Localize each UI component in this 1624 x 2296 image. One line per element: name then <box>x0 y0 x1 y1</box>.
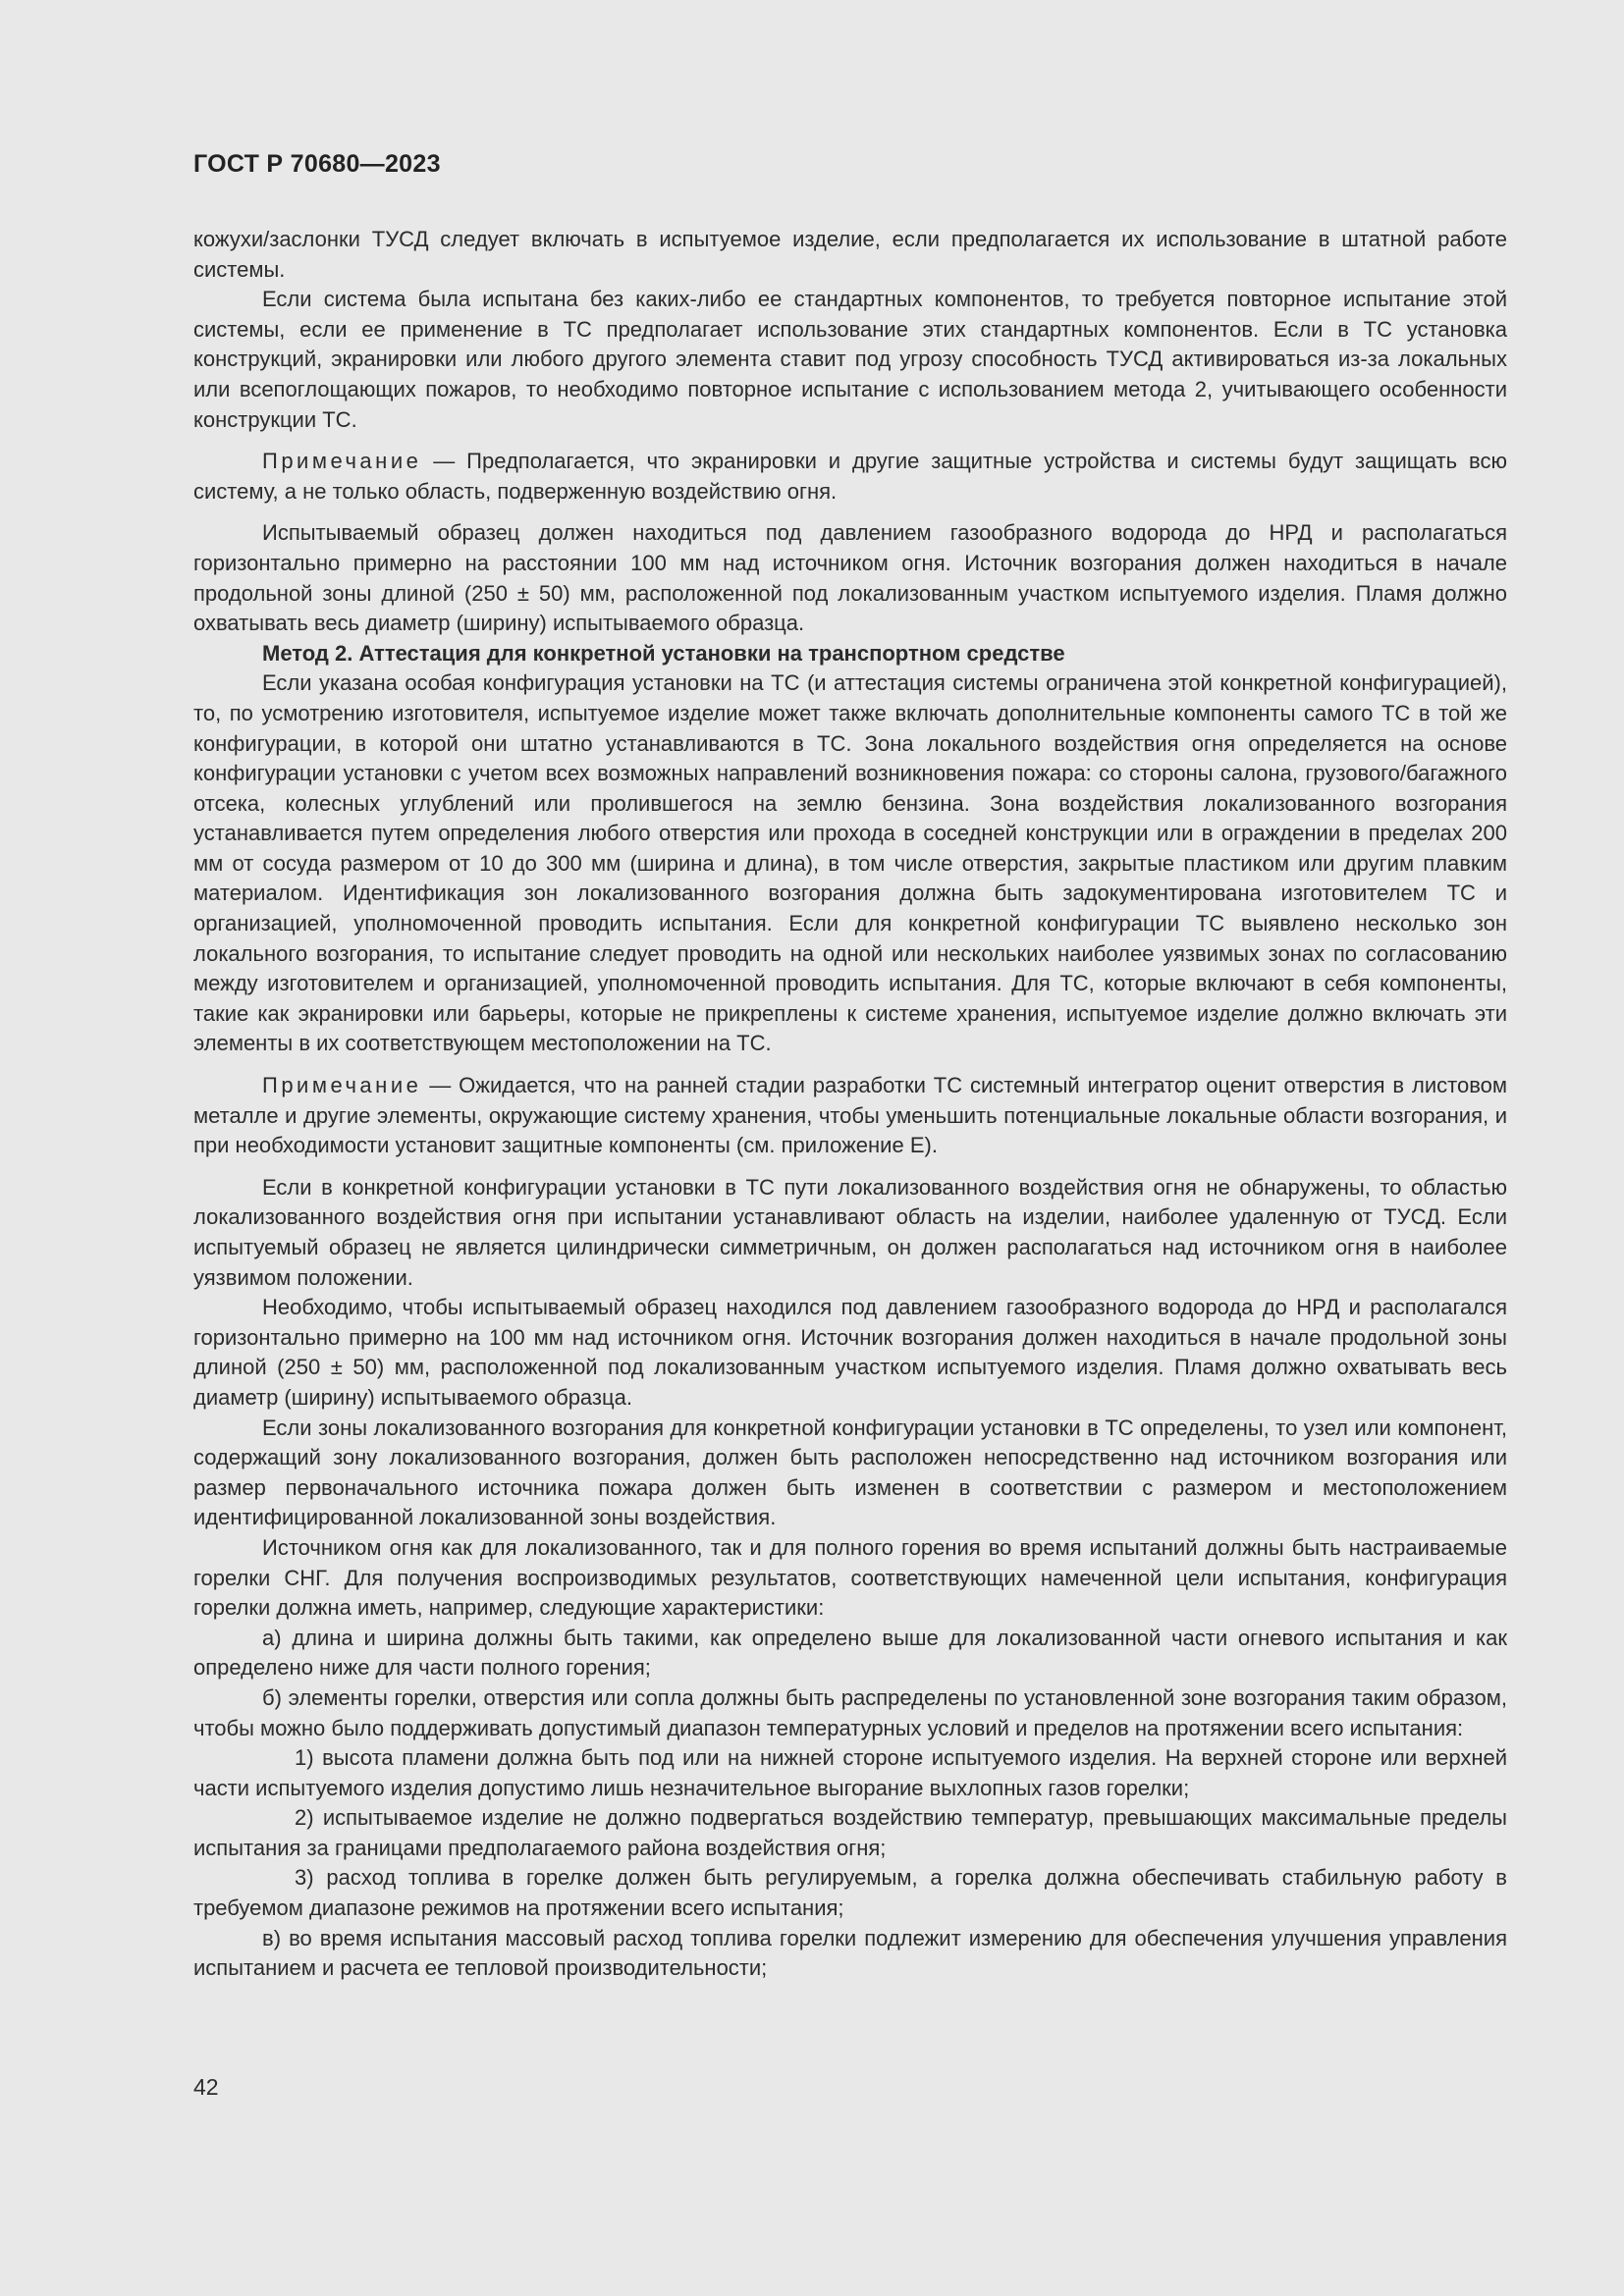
document-header: ГОСТ Р 70680—2023 <box>193 150 441 178</box>
list-item: 3) расход топлива в горелке должен быть регулируемым, а горелка должна обеспечивать стабильную работу в требуемом диапазоне режимов на протяжении всего испытания; <box>193 1865 1507 1921</box>
note <box>193 447 1507 507</box>
list-item: 1) высота пламени должна быть под или на нижней стороне испытуемого изделия. На верхней стороне или верхней части испытуемого изделия допустимо лишь незначительное выгорание выхлопных газов горелки; <box>193 1745 1507 1800</box>
document-body <box>193 225 1507 1984</box>
paragraph: Необходимо, чтобы испытываемый образец находился под давлением газообразного водорода до НРД и располагался горизонтально примерно на 100 мм над источником огня. Источник возгорания должен находиться в начале продольной зоны длиной (250 ± 50) мм, расположенной под локализованным участком испытуемого изделия. Пламя должно охватывать весь диаметр (ширину) испытываемого образца. <box>193 1295 1507 1410</box>
list-item: а) длина и ширина должны быть такими, как определено выше для локализованной части огневого испытания и как определено ниже для части полного горения; <box>193 1625 1507 1681</box>
section-heading: Метод 2. Аттестация для конкретной установки на транспортном средстве <box>262 640 1065 666</box>
paragraph: Если в конкретной конфигурации установки в ТС пути локализованного воздействия огня не обнаружены, то областью локализованного воздействия огня при испытании устанавливают область на изделии, наиболее удаленную от ТУСД. Если испытуемый образец не является цилиндрически симметричным, он должен располагаться над источником огня в наиболее уязвимом положении. <box>193 1174 1507 1290</box>
paragraph: кожухи/заслонки ТУСД следует включать в испытуемое изделие, если предполагается их использование в штатной работе системы. <box>193 227 1507 282</box>
note <box>193 1071 1507 1161</box>
paragraph: Если система была испытана без каких-либо ее стандартных компонентов, то требуется повторное испытание этой системы, если ее применение в ТС предполагает использование этих стандартных компонентов. Если в ТС установка конструкций, экранировки или любого другого элемента ставит под угрозу способность ТУСД активироваться из-за локальных или всепоглощающих пожаров, то необходимо повторное испытание с использованием метода 2, учитывающего особенности конструкции ТС. <box>193 287 1507 432</box>
list-item: 2) испытываемое изделие не должно подвергаться воздействию температур, превышающих максимальные пределы испытания за границами предполагаемого района воздействия огня; <box>193 1805 1507 1860</box>
paragraph: Испытываемый образец должен находиться под давлением газообразного водорода до НРД и располагаться горизонтально примерно на расстоянии 100 мм над источником огня. Источник возгорания должен находиться в начале продольной зоны длиной (250 ± 50) мм, расположенной под локализованным участком испытуемого изделия. Пламя должно охватывать весь диаметр (ширину) испытываемого образца. <box>193 520 1507 636</box>
list-item: в) во время испытания массовый расход топлива горелки подлежит измерению для обеспечения улучшения управления испытанием и расчета ее тепловой производительности; <box>193 1925 1507 1981</box>
paragraph: Если зоны локализованного возгорания для конкретной конфигурации установки в ТС определены, то узел или компонент, содержащий зону локализованного возгорания, должен быть расположен непосредственно над источником возгорания или размер первоначального источника пожара должен быть изменен в соответствии с размером и местоположением идентифицированной локализованной зоны воздействия. <box>193 1415 1507 1530</box>
note-text: — Предполагается, что экранировки и другие защитные устройства и системы будут защищать всю систему, а не только область, подверженную воздействию огня. <box>193 449 1507 504</box>
page-number: 42 <box>193 2074 219 2100</box>
note-label: Примечание <box>262 449 422 474</box>
note-text: — Ожидается, что на ранней стадии разработки ТС системный интегратор оценит отверстия в листовом металле и другие элементы, окружающие систему хранения, чтобы уменьшить потенциальные локальные области возгорания, и при необходимости установит защитные компоненты (см. приложение Е). <box>193 1073 1507 1158</box>
note-label: Примечание <box>262 1073 422 1098</box>
list-item: б) элементы горелки, отверстия или сопла должны быть распределены по установленной зоне возгорания таким образом, чтобы можно было поддерживать допустимый диапазон температурных условий и пределов на протяжении всего испытания: <box>193 1684 1507 1740</box>
paragraph: Источником огня как для локализованного, так и для полного горения во время испытаний должны быть настраиваемые горелки СНГ. Для получения воспроизводимых результатов, соответствующих намеченной цели испытания, конфигурация горелки должна иметь, например, следующие характеристики: <box>193 1534 1507 1621</box>
paragraph: Если указана особая конфигурация установки на ТС (и аттестация системы ограничена этой конкретной конфигурацией), то, по усмотрению изготовителя, испытуемое изделие может также включать дополнительные компоненты самого ТС в той же конфигурации, в которой они штатно устанавливаются в ТС. Зона локального воздействия огня определяется на основе конфигурации установки с учетом всех возможных направлений возникновения пожара: со стороны салона, грузового/багажного отсека, колесных углублений или пролившегося на землю бензина. Зона воздействия локализованного возгорания устанавливается путем определения любого отверстия или прохода в соседней конструкции или в ограждении в пределах 200 мм от сосуда размером от 10 до 300 мм (ширина и длина), в том числе отверстия, закрытые пластиком или другим плавким материалом. Идентификация зон локализованного возгорания должна быть задокументирована изготовителем ТС и организацией, уполномоченной проводить испытания. Если для конкретной конфигурации ТС выявлено несколько зон локального возгорания, то испытание следует проводить на одной или нескольких наиболее уязвимых зонах по согласованию между изготовителем и организацией, уполномоченной проводить испытания. Для ТС, которые включают в себя компоненты, такие как экранировки или барьеры, которые не прикреплены к системе хранения, испытуемое изделие должно включать эти элементы в их соответствующем местоположении на ТС. <box>193 670 1507 1056</box>
